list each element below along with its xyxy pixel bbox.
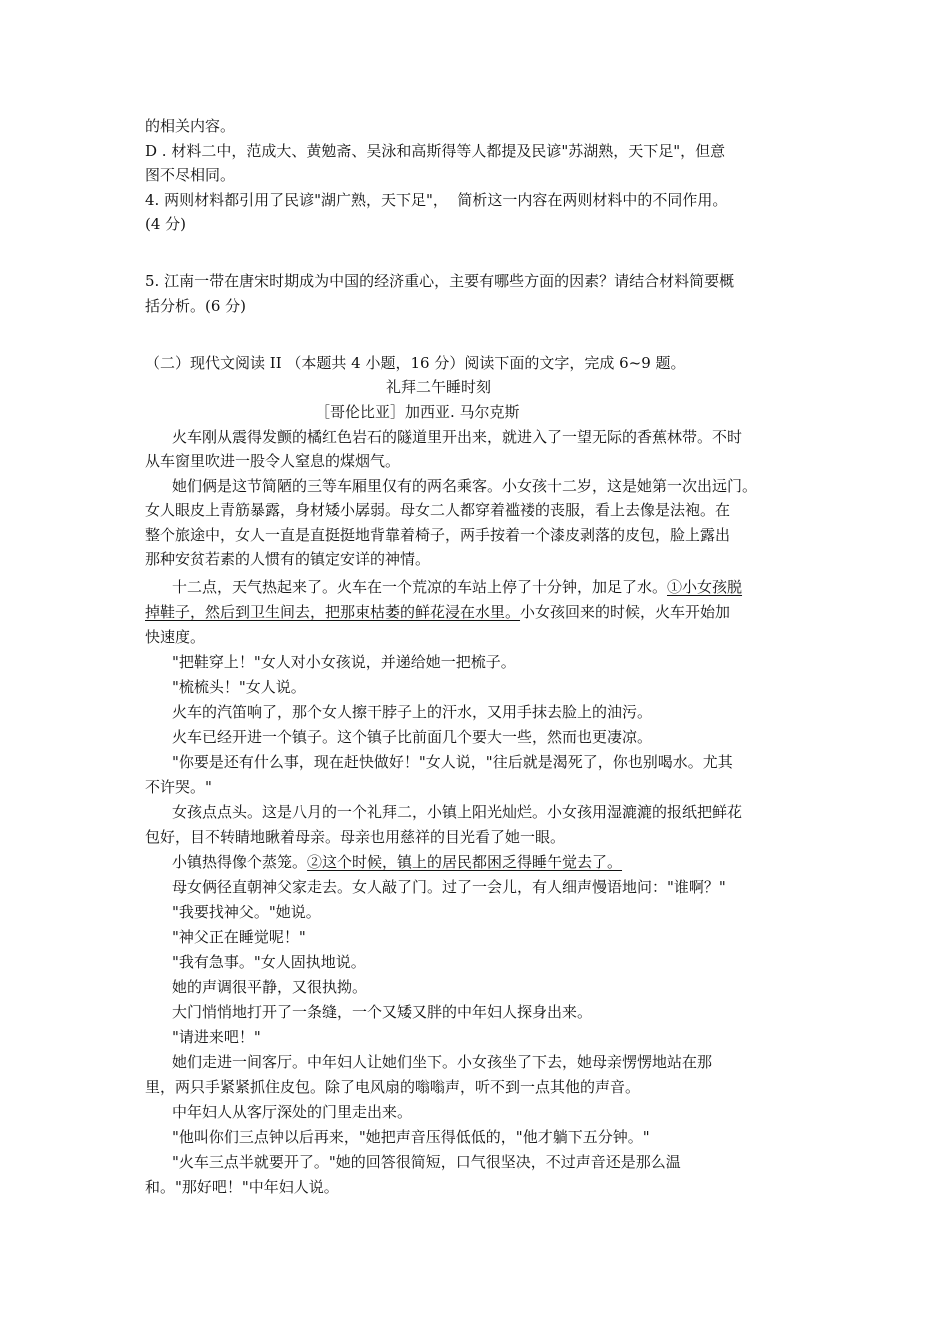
underlined-sentence-2: ②这个时候，镇上的居民都困乏得睡午觉去了。 <box>307 853 623 871</box>
dialogue-line: "我有急事。"女人固执地说。 <box>172 953 366 971</box>
paragraph-line: 女孩点点头。这是八月的一个礼拜二，小镇上阳光灿烂。小女孩用湿漉漉的报纸把鲜花 <box>172 803 743 821</box>
dialogue-line: "梳梳头！"女人说。 <box>172 678 306 696</box>
paragraph-line: 她们走进一间客厅。中年妇人让她们坐下。小女孩坐了下去，她母亲愣愣地站在那 <box>172 1053 713 1071</box>
underlined-sentence-1: ①小女孩脱 <box>667 578 743 596</box>
plain-text: 小女孩回来的时候，火车开始加 <box>520 603 731 621</box>
dialogue-line: 和。"那好吧！"中年妇人说。 <box>145 1178 339 1196</box>
question-5: 5. 江南一带在唐宋时期成为中国的经济重心，主要有哪些方面的因素？请结合材料简要概 <box>145 272 735 290</box>
story-author: ［哥伦比亚］加西亚. 马尔克斯 <box>315 403 520 421</box>
underlined-sentence-1-cont: 掉鞋子，然后到卫生间去，把那束枯萎的鲜花浸在水里。 <box>145 603 521 621</box>
dialogue-line: 不许哭。" <box>145 778 212 796</box>
paragraph-line: 火车刚从震得发颤的橘红色岩石的隧道里开出来，就进入了一望无际的香蕉林带。不时 <box>172 428 743 446</box>
question-5-cont: 括分析。(6 分) <box>145 297 247 315</box>
option-d-line: D . 材料二中，范成大、黄勉斋、吴泳和高斯得等人都提及民谚"苏湖熟，天下足"，但意 <box>145 142 726 160</box>
paragraph-line: 火车的汽笛响了，那个女人擦干脖子上的汗水，又用手抹去脸上的油污。 <box>172 703 653 721</box>
text-line: 图不尽相同。 <box>145 166 236 184</box>
paragraph-line <box>172 852 622 872</box>
question-4: 4. 两则材料都引用了民谚"湖广熟，天下足"， 简析这一内容在两则材料中的不同作用。 <box>145 191 728 209</box>
paragraph-line: 那种安贫若素的人惯有的镇定安详的神情。 <box>145 550 431 568</box>
paragraph-line: 里，两只手紧紧抓住皮包。除了电风扇的嗡嗡声，听不到一点其他的声音。 <box>145 1078 641 1096</box>
paragraph-line: 火车已经开进一个镇子。这个镇子比前面几个要大一些，然而也更凄凉。 <box>172 728 653 746</box>
dialogue-line: "他叫你们三点钟以后再来，"她把声音压得低低的，"他才躺下五分钟。" <box>172 1128 650 1146</box>
paragraph-line <box>172 577 742 597</box>
text-line: 的相关内容。 <box>145 117 236 135</box>
story-title: 礼拜二午睡时刻 <box>386 378 492 396</box>
dialogue-line: "把鞋穿上！"女人对小女孩说，并递给她一把梳子。 <box>172 653 516 671</box>
paragraph-line: 包好，目不转睛地瞅着母亲。母亲也用慈祥的目光看了她一眼。 <box>145 828 566 846</box>
paragraph-line: 她们俩是这节简陋的三等车厢里仅有的两名乘客。小女孩十二岁，这是她第一次出远门。 <box>172 477 758 495</box>
paragraph-line: 母女俩径直朝神父家走去。女人敲了门。过了一会儿，有人细声慢语地问："谁啊？" <box>172 878 726 896</box>
plain-text: 十二点，天气热起来了。火车在一个荒凉的车站上停了十分钟，加足了水。 <box>172 578 668 596</box>
paragraph-line: 女人眼皮上青筋暴露，身材矮小孱弱。母女二人都穿着褴褛的丧服，看上去像是法袍。在 <box>145 501 731 519</box>
question-4-score: (4 分) <box>145 215 187 233</box>
dialogue-line: "神父正在睡觉呢！" <box>172 928 306 946</box>
dialogue-line: "我要找神父。"她说。 <box>172 903 321 921</box>
paragraph-line: 她的声调很平静，又很执拗。 <box>172 978 368 996</box>
dialogue-line: "请进来吧！" <box>172 1028 261 1046</box>
paragraph-line <box>145 602 730 622</box>
paragraph-line: 整个旅途中，女人一直是直挺挺地背靠着椅子，两手按着一个漆皮剥落的皮包，脸上露出 <box>145 526 731 544</box>
paragraph-line: 中年妇人从客厅深处的门里走出来。 <box>172 1103 413 1121</box>
dialogue-line: "你要是还有什么事，现在赶快做好！"女人说，"往后就是渴死了，你也别喝水。尤其 <box>172 753 733 771</box>
paragraph-line: 大门悄悄地打开了一条缝，一个又矮又胖的中年妇人探身出来。 <box>172 1003 593 1021</box>
paragraph-line: 从车窗里吹进一股令人窒息的煤烟气。 <box>145 452 401 470</box>
paragraph-line: 快速度。 <box>145 628 206 646</box>
dialogue-line: "火车三点半就要开了。"她的回答很简短，口气很坚决，不过声音还是那么温 <box>172 1153 681 1171</box>
plain-text: 小镇热得像个蒸笼。 <box>172 853 308 871</box>
section-heading: （二）现代文阅读 II （本题共 4 小题，16 分）阅读下面的文字，完成 6~9 题。 <box>145 354 686 372</box>
